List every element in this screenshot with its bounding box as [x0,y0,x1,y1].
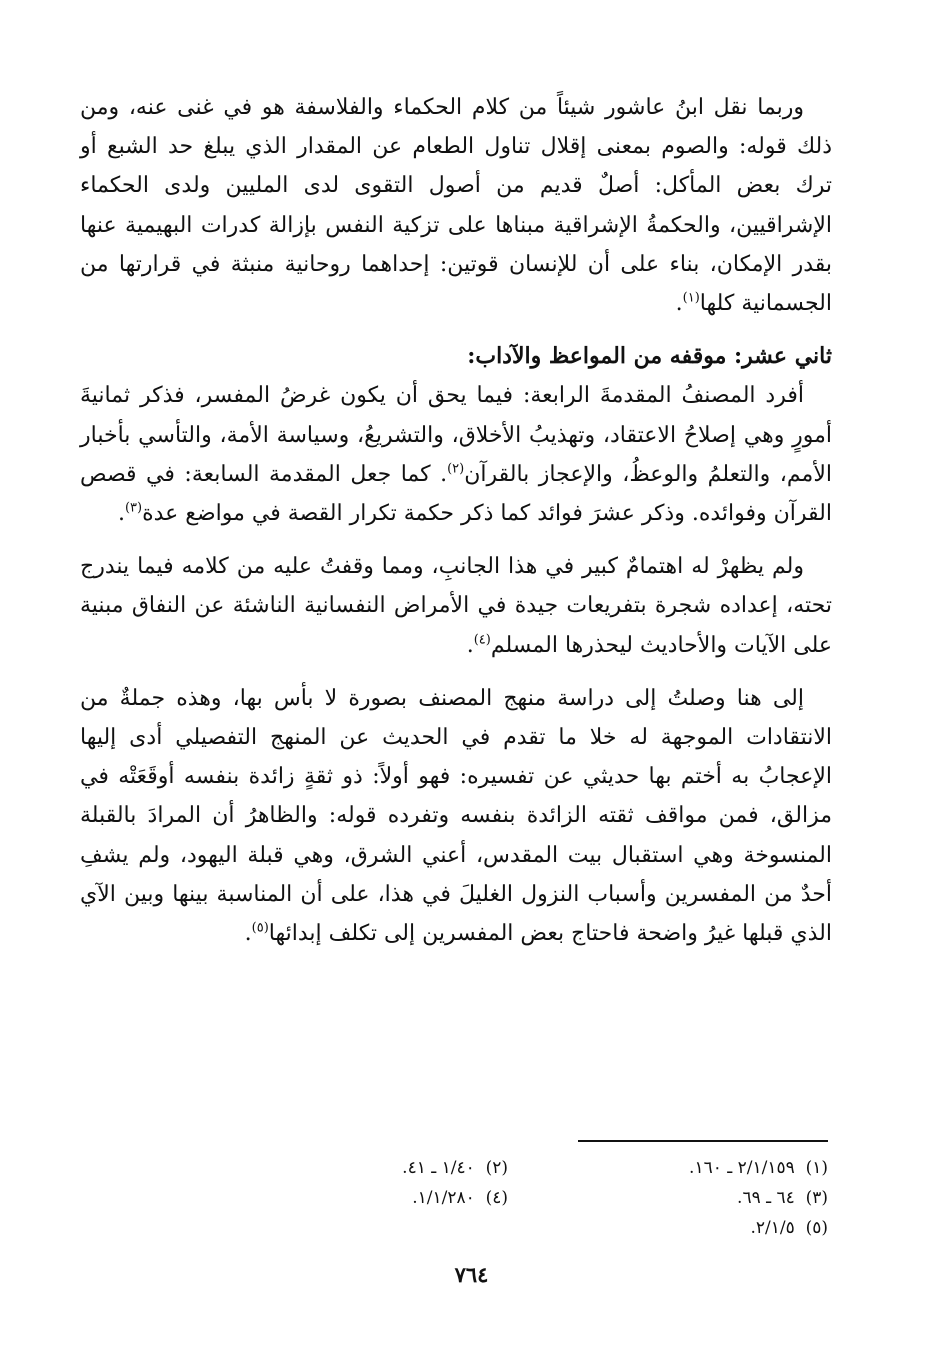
paragraph-2 [80,376,832,533]
footnote-ref-3[interactable]: (٣) [124,500,143,516]
footnote-text: ١/١/٢٨٠. [412,1188,475,1208]
paragraph-3-text: ولم يظهرْ له اهتمامٌ كبير في هذا الجانبِ، ومما وقفتُ عليه من كلامه فيما يندرج تحته، إعداده شجرة بتفريعات جيدة في الأمراض النفسانية الناشئة عن النفاق مبنية على الآيات والأحاديث ليحذرها المسلم [80,554,832,658]
footnote-text: ٢/١/١٥٩ ـ ١٦٠. [689,1158,795,1178]
footnote-row [188,1153,828,1183]
footnote-row [188,1213,828,1243]
footnote-divider [578,1140,828,1142]
spacer [80,323,832,337]
footnote-5 [508,1213,828,1243]
section-heading: ثاني عشر: موقفه من المواعظ والآداب: [467,343,832,370]
footnote-ref-5[interactable]: (٥) [251,920,269,936]
paragraph-4 [80,679,832,953]
footnote-number: (٣) [805,1188,828,1208]
footnote-ref-1[interactable]: (١) [682,290,700,306]
spacer [80,533,832,547]
footnote-ref-2[interactable]: (٢) [447,461,465,477]
footnotes [188,1153,828,1243]
page-body [80,88,832,953]
footnote-number: (٤) [485,1188,508,1208]
footnote-text: ٦٤ ـ ٦٩. [737,1188,795,1208]
footnote-2 [188,1153,508,1183]
paragraph-2-text-a: أفرد المصنفُ المقدمةَ الرابعة: فيما يحق أن يكون غرضُ المفسر، فذكر ثمانيةَ أمورٍ وهي إصلاحُ الاعتقاد، وتهذيبُ الأخلاق، والتشريعُ، وسياسة الأمة، والتأسي بأخبار الأمم، والتعلمُ والوعظُ، والإعجاز بالقرآن [80,383,832,487]
footnote-1 [508,1153,828,1183]
footnote-text: ٢/١/٥. [750,1218,795,1238]
footnote-row [188,1183,828,1213]
footnote-text: ١/٤٠ ـ ٤١. [402,1158,475,1178]
footnote-4 [188,1183,508,1213]
spacer [80,665,832,679]
footnote-number: (٢) [485,1158,508,1178]
paragraph-1-text: وربما نقل ابنُ عاشور شيئاً من كلام الحكماء والفلاسفة هو في غنى عنه، ومن ذلك قوله: والصوم بمعنى إقلال تناول الطعام عن المقدار الذي يبلغ حد الشبع أو ترك بعض المأكل: أصلٌ قديم من أصول التقوى لدى المليين ولدى الحكماء الإشراقيين، والحكمةُ الإشراقية مبناها على تزكية النفس بإزالة كدرات البهيمية عنها بقدر الإمكان، بناء على أن للإنسان قوتين: إحداهما روحانية منبثة في قرارتها من الجسمانية كلها [80,95,832,317]
paragraph-2-end: . [117,501,125,527]
footnote-3 [508,1183,828,1213]
paragraph-3 [80,547,832,665]
paragraph-4-end: . [244,921,252,947]
paragraph-1-end: . [675,291,683,317]
paragraph-3-end: . [466,632,474,658]
footnote-number: (١) [805,1158,828,1178]
paragraph-1 [80,88,832,323]
footnote-number: (٥) [805,1218,828,1238]
page-number: ٧٦٤ [454,1262,489,1287]
paragraph-2-text-b: . كما جعل المقدمة السابعة: في قصص القرآن وفوائده. وذكر عشرَ فوائد كما ذكر حكمة تكرار القصة في مواضع عدة [80,461,832,527]
footnote-ref-4[interactable]: (٤) [473,632,491,648]
paragraph-4-text: إلى هنا وصلتُ إلى دراسة منهج المصنف بصورة لا بأس بها، وهذه جملةٌ من الانتقادات الموجهة له خلا ما تقدم في الحديث عن المنهج التفصيلي أدى إليها الإعجابُ به أختم بها حديثي عن تفسيره: فهو أولاً: ذو ثقةٍ زائدة بنفسه أوقَعَتْه في مزالق، فمن مواقف ثقته الزائدة بنفسه وتفرده قوله: والظاهرُ أن المرادَ بالقبلة المنسوخة وهي استقبال بيت المقدس، أعني الشرق، وهي قبلة اليهود، ولم يشفِ أحدٌ من المفسرين وأسباب النزول الغليلَ في هذا، على أن المناسبة بينها وبين الآي الذي قبلها غيرُ واضحة فاحتاج بعض المفسرين إلى تكلف إبدائها [80,685,832,947]
